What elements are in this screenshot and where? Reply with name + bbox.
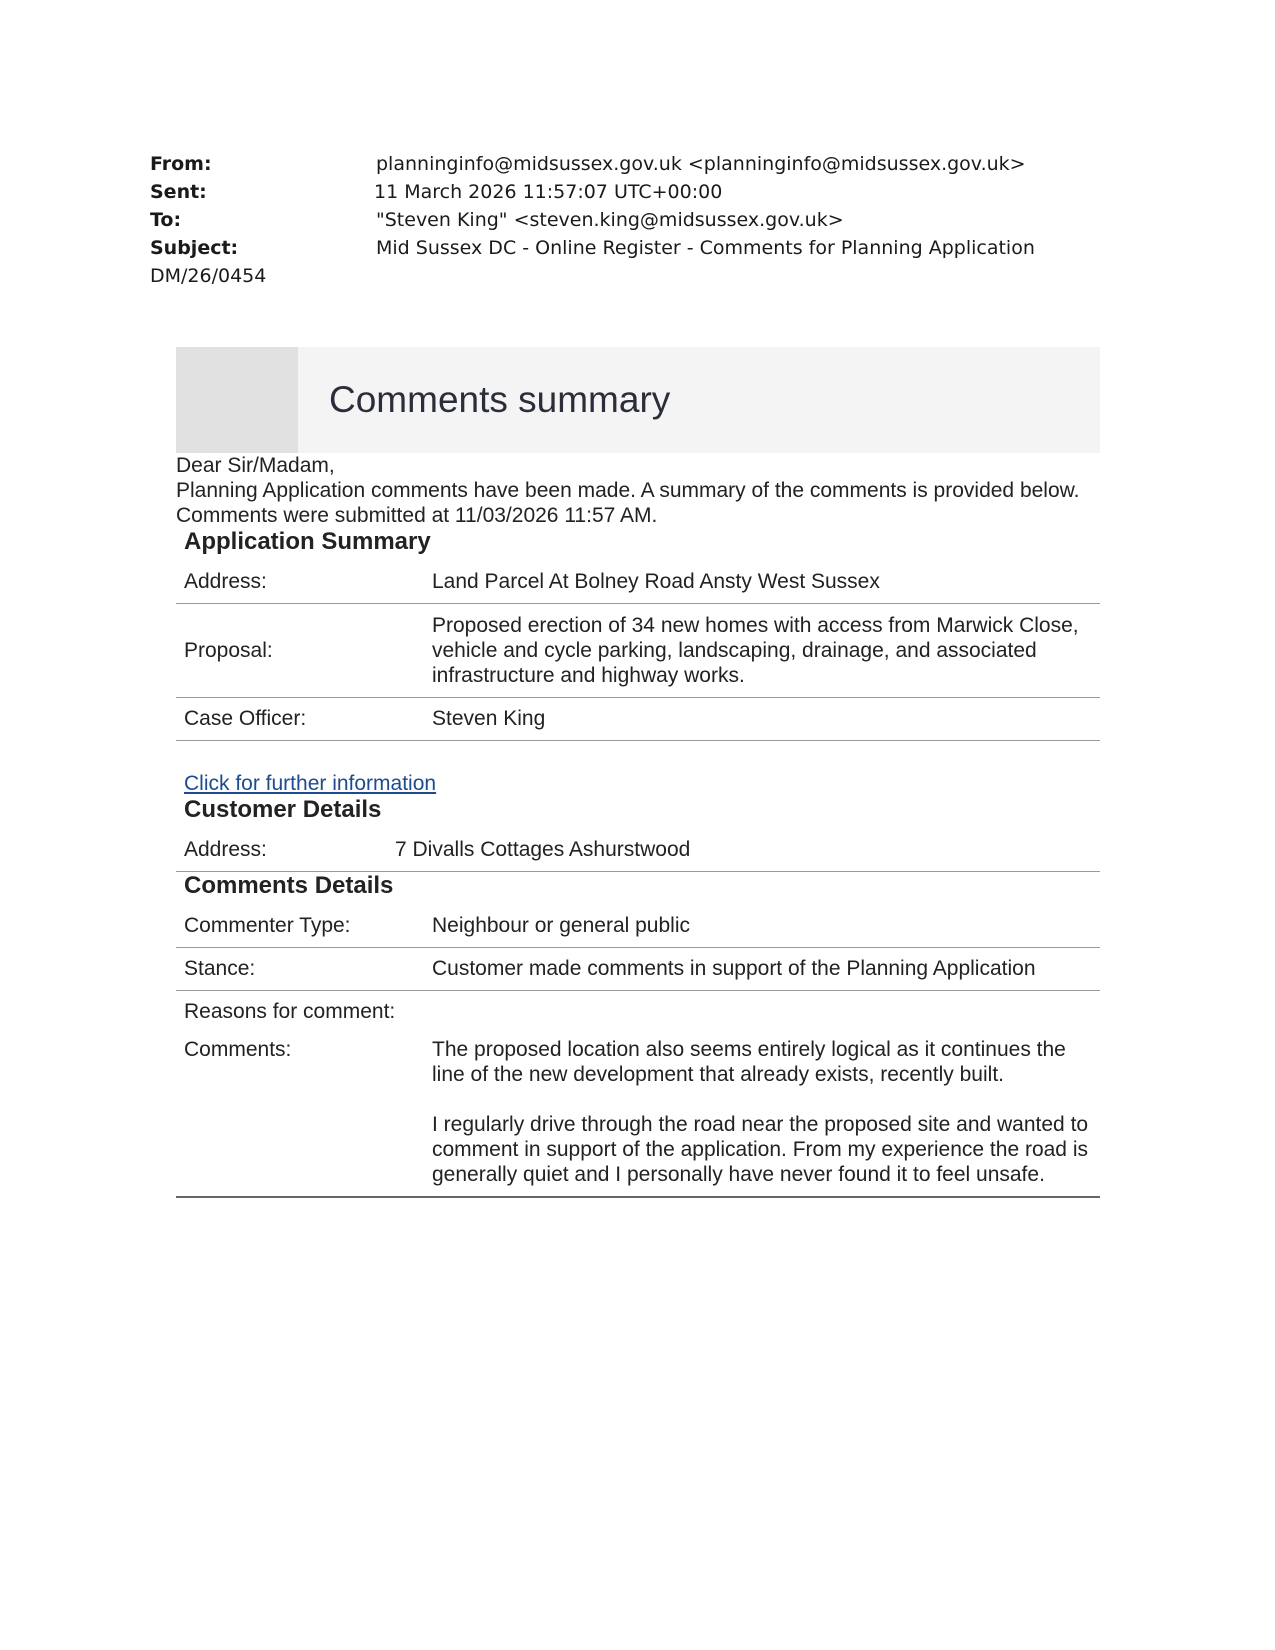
proposal-value: Proposed erection of 34 new homes with access from Marwick Close, vehicle and cycle parking, landscaping, drainage, and associated infrastructure and highway works. <box>432 614 1079 687</box>
intro-line: Planning Application comments have been made. A summary of the comments is provided below. <box>176 479 1080 502</box>
reasons-label: Reasons for comment: <box>184 1000 396 1023</box>
customer-details-heading: Customer Details <box>184 796 382 823</box>
case-officer-value: Steven King <box>432 707 546 730</box>
further-info-link-wrap <box>176 771 1100 796</box>
comments-details-heading: Comments Details <box>184 872 394 899</box>
comments-row <box>176 1028 1100 1198</box>
greeting: Dear Sir/Madam, <box>176 454 335 477</box>
to-row <box>150 206 1150 234</box>
stance-row <box>176 948 1100 991</box>
sent-row <box>150 178 1150 206</box>
comments-details-table <box>176 905 1100 1198</box>
proposal-label: Proposal: <box>184 639 273 662</box>
subject-value: Mid Sussex DC - Online Register - Comments for Planning Application <box>376 237 1035 259</box>
subject-continuation: DM/26/0454 <box>150 265 267 287</box>
commenter-type-row <box>176 905 1100 948</box>
to-label: To: <box>150 209 182 231</box>
commenter-type-label: Commenter Type: <box>184 914 351 937</box>
banner <box>176 347 1100 453</box>
subject-row <box>150 234 1150 262</box>
stance-value: Customer made comments in support of the Planning Application <box>432 957 1036 980</box>
stance-label: Stance: <box>184 957 256 980</box>
case-officer-label: Case Officer: <box>184 707 307 730</box>
email-header <box>150 150 1150 290</box>
from-value: planninginfo@midsussex.gov.uk <planninginfo@midsussex.gov.uk> <box>376 153 1026 175</box>
comments-label: Comments: <box>184 1038 292 1061</box>
from-label: From: <box>150 153 212 175</box>
customer-address-row <box>176 829 1100 872</box>
reasons-row <box>176 991 1100 1028</box>
reasons-value <box>432 999 1100 1024</box>
address-row <box>176 561 1100 604</box>
comments-value <box>432 1037 1100 1187</box>
address-value: Land Parcel At Bolney Road Ansty West Sussex <box>432 570 880 593</box>
customer-details-table <box>176 829 1100 872</box>
application-summary-heading: Application Summary <box>184 528 431 555</box>
customer-address-value: 7 Divalls Cottages Ashurstwood <box>395 838 691 861</box>
from-row <box>150 150 1150 178</box>
banner-title: Comments summary <box>329 379 671 420</box>
sent-value: 11 March 2026 11:57:07 UTC+00:00 <box>374 181 723 203</box>
comment-paragraph: The proposed location also seems entirely logical as it continues the line of the new development that already exists, recently built. <box>432 1038 1066 1086</box>
subject-label: Subject: <box>150 237 239 259</box>
application-summary-table <box>176 561 1100 741</box>
submitted-line: Comments were submitted at 11/03/2026 11:57 AM. <box>176 504 658 527</box>
customer-address-label: Address: <box>184 838 267 861</box>
banner-logo-placeholder <box>176 347 298 453</box>
email-body <box>176 347 1100 1198</box>
to-value: "Steven King" <steven.king@midsussex.gov.uk> <box>376 209 844 231</box>
proposal-row <box>176 604 1100 698</box>
comment-paragraph: I regularly drive through the road near the proposed site and wanted to comment in support of the application. From my experience the road is generally quiet and I personally have never found it to feel unsafe. <box>432 1113 1089 1186</box>
further-info-link[interactable]: Click for further information <box>184 772 437 795</box>
case-officer-row <box>176 698 1100 741</box>
address-label: Address: <box>184 570 267 593</box>
commenter-type-value: Neighbour or general public <box>432 914 690 937</box>
sent-label: Sent: <box>150 181 207 203</box>
